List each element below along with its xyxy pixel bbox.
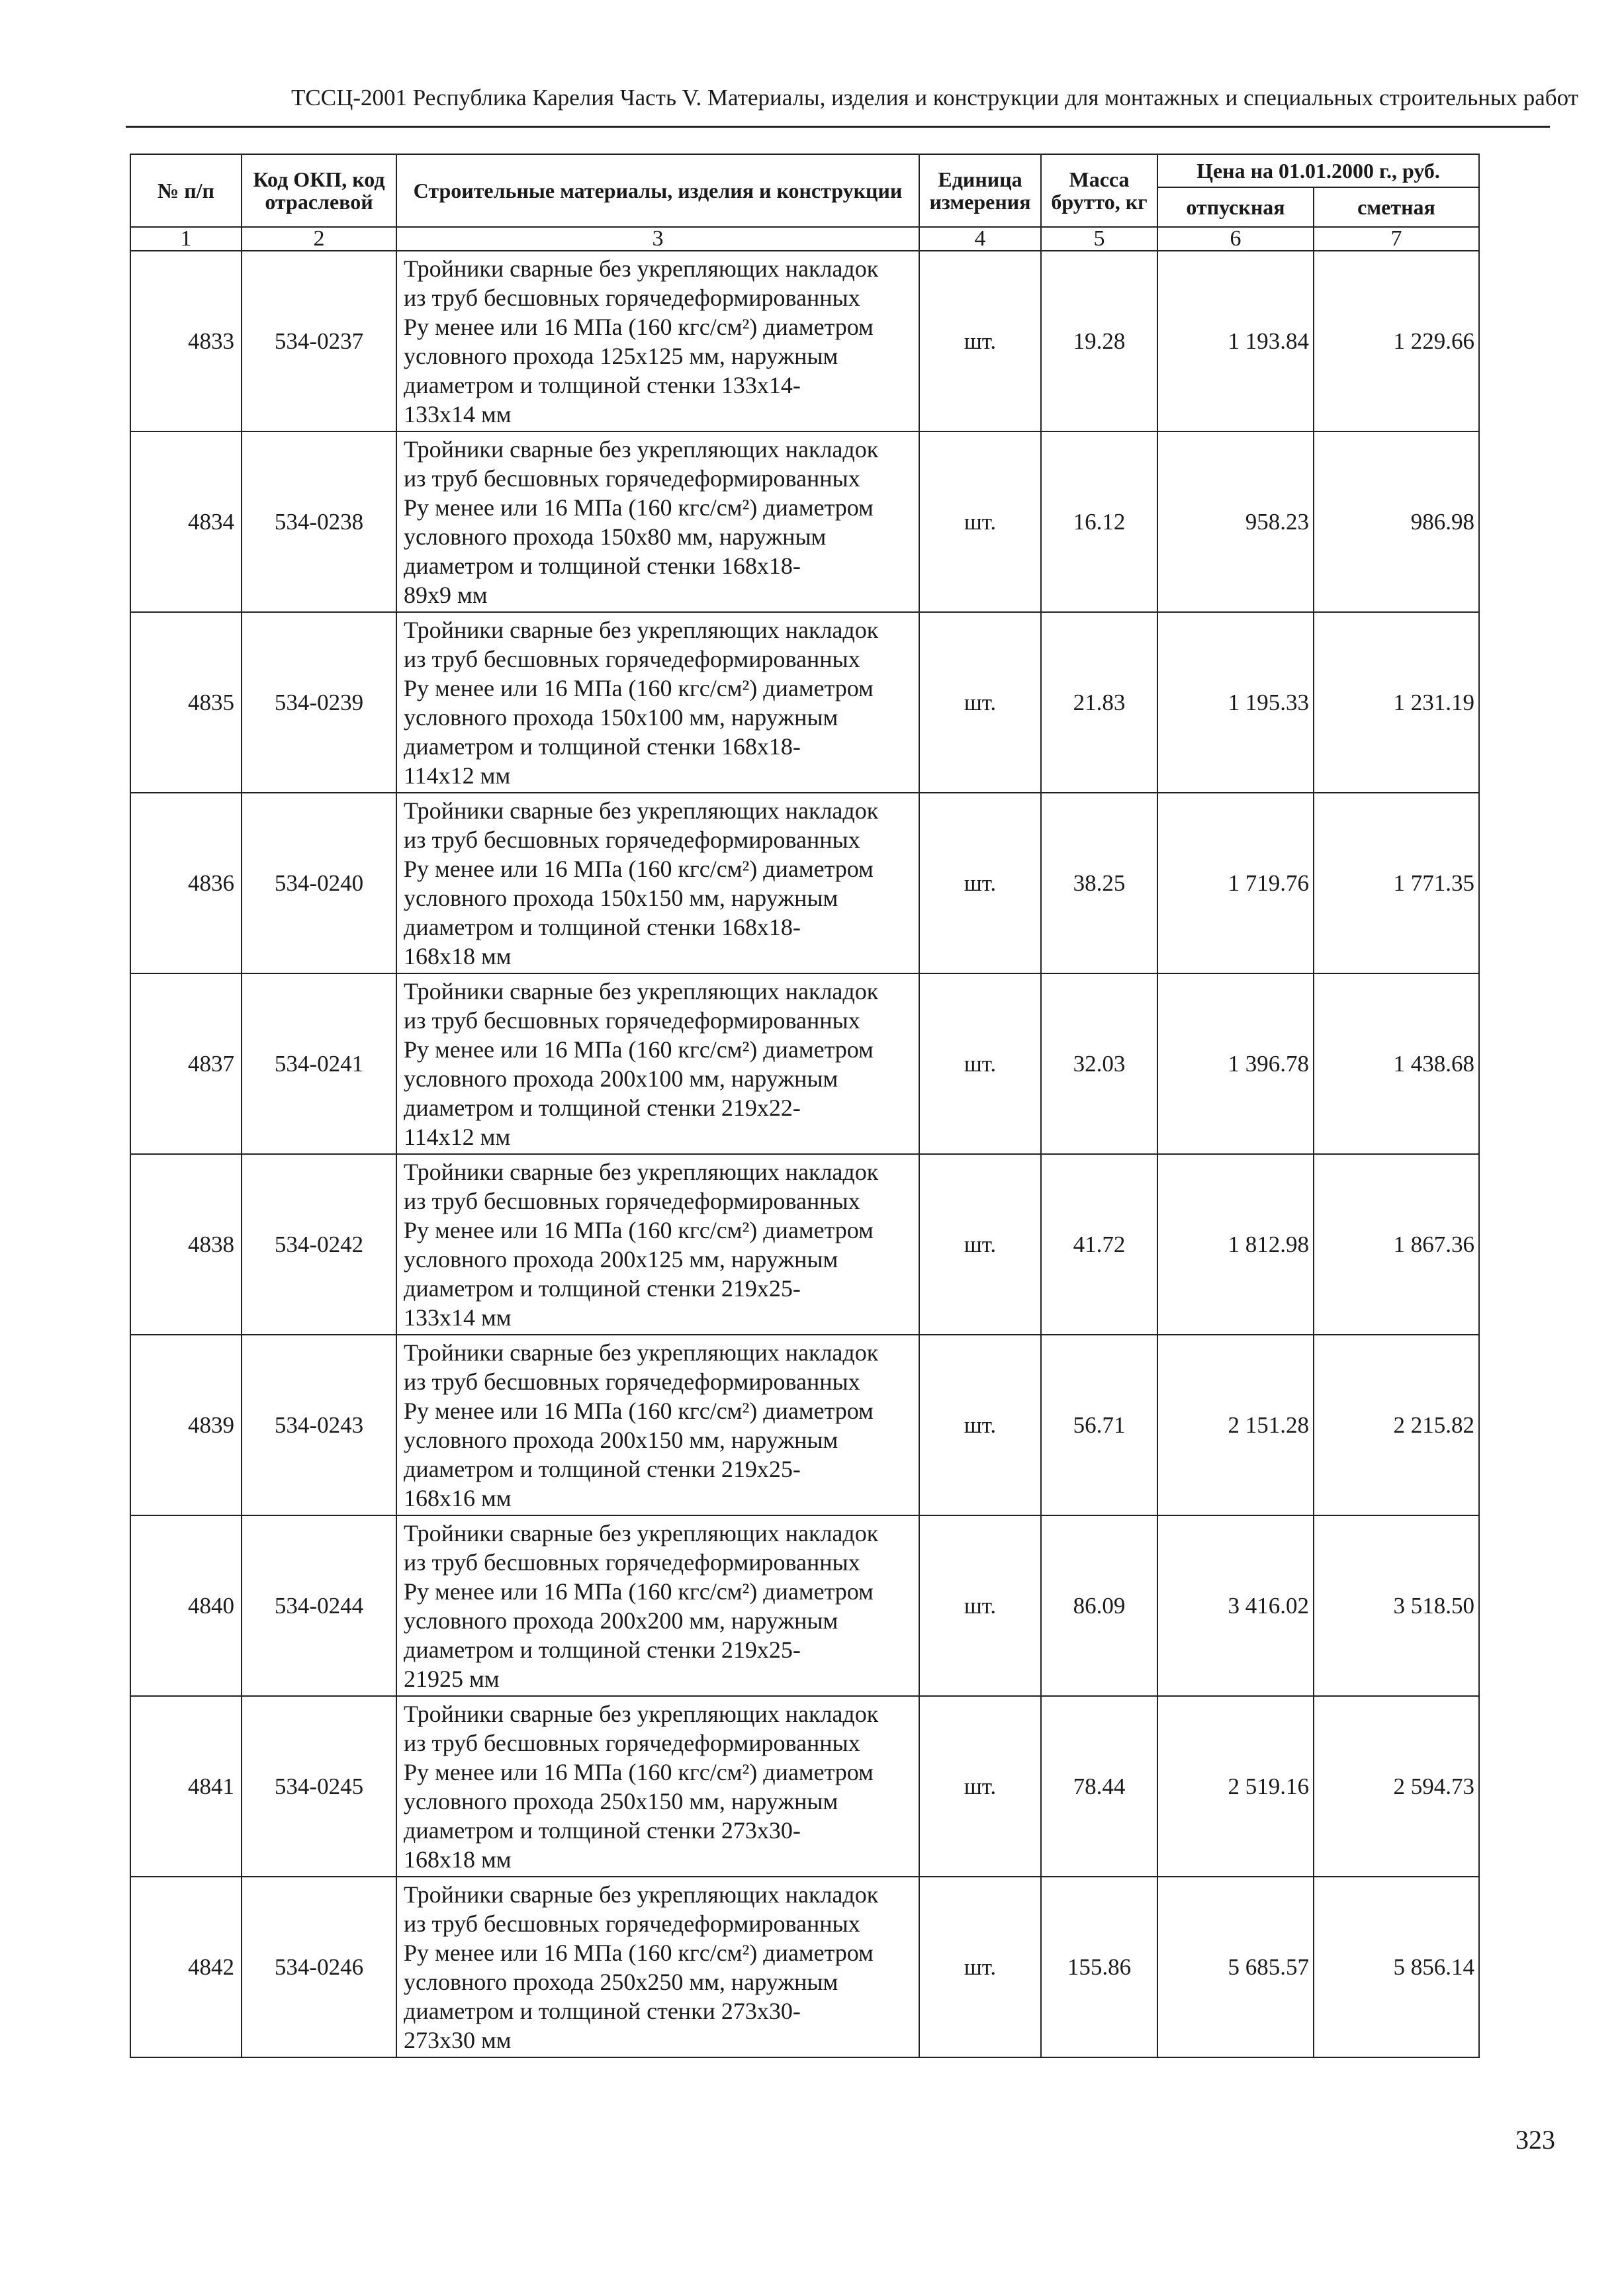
unit-of-measure: шт. (919, 431, 1041, 612)
description-line: 89х9 мм (404, 581, 488, 608)
material-description (396, 1877, 919, 2057)
release-price: 2 151.28 (1157, 1335, 1314, 1515)
description-line: диаметром и толщиной стенки 133х14- (404, 371, 801, 398)
column-number: 6 (1157, 227, 1314, 251)
unit-of-measure: шт. (919, 1154, 1041, 1335)
description-line: диаметром и толщиной стенки 168х18- (404, 913, 801, 940)
release-price: 1 719.76 (1157, 793, 1314, 973)
table-row (130, 1696, 1479, 1877)
column-number: 5 (1041, 227, 1157, 251)
description-line: диаметром и толщиной стенки 219х25- (404, 1455, 801, 1482)
description-line: 168х16 мм (404, 1484, 512, 1511)
description-line: Ру менее или 16 МПа (160 кгс/см²) диаметром (404, 313, 874, 340)
table-row (130, 612, 1479, 793)
item-number: 4834 (130, 431, 242, 612)
description-line: Ру менее или 16 МПа (160 кгс/см²) диаметром (404, 1758, 874, 1785)
item-number: 4837 (130, 973, 242, 1154)
description-line: условного прохода 150х150 мм, наружным (404, 884, 838, 911)
material-description (396, 431, 919, 612)
okp-code: 534-0242 (242, 1154, 396, 1335)
description-line: из труб бесшовных горячедеформированных (404, 1187, 860, 1214)
table-row (130, 1154, 1479, 1335)
description-line: Тройники сварные без укрепляющих накладок (404, 1881, 879, 1908)
table-header (130, 154, 1479, 251)
estimate-price: 1 438.68 (1314, 973, 1479, 1154)
estimate-price: 2 215.82 (1314, 1335, 1479, 1515)
estimate-price: 3 518.50 (1314, 1515, 1479, 1696)
material-description (396, 793, 919, 973)
description-line: диаметром и толщиной стенки 273х30- (404, 1816, 801, 1844)
gross-mass: 78.44 (1041, 1696, 1157, 1877)
description-line: Тройники сварные без укрепляющих накладок (404, 1339, 879, 1366)
description-line: из труб бесшовных горячедеформированных (404, 1007, 860, 1034)
release-price: 1 195.33 (1157, 612, 1314, 793)
price-table (130, 154, 1480, 2058)
description-line: Ру менее или 16 МПа (160 кгс/см²) диаметром (404, 1397, 874, 1424)
item-number: 4841 (130, 1696, 242, 1877)
description-line: Ру менее или 16 МПа (160 кгс/см²) диаметром (404, 1036, 874, 1063)
description-line: 273х30 мм (404, 2026, 512, 2053)
description-line: 114х12 мм (404, 1123, 511, 1150)
okp-code: 534-0239 (242, 612, 396, 793)
description-line: из труб бесшовных горячедеформированных (404, 284, 860, 311)
description-line: из труб бесшовных горячедеформированных (404, 1368, 860, 1395)
item-number: 4839 (130, 1335, 242, 1515)
okp-code: 534-0246 (242, 1877, 396, 2057)
gross-mass: 16.12 (1041, 431, 1157, 612)
description-line: диаметром и толщиной стенки 219х22- (404, 1094, 801, 1121)
description-line: из труб бесшовных горячедеформированных (404, 645, 860, 672)
col-header-mass: Масса брутто, кг (1041, 154, 1157, 227)
unit-of-measure: шт. (919, 793, 1041, 973)
column-number: 4 (919, 227, 1041, 251)
running-header: ТССЦ-2001 Республика Карелия Часть V. Материалы, изделия и конструкции для монтажных и специальных строительных работ (291, 85, 1578, 111)
description-line: 168х18 мм (404, 1846, 512, 1873)
material-description (396, 612, 919, 793)
description-line: из труб бесшовных горячедеформированных (404, 826, 860, 853)
item-number: 4835 (130, 612, 242, 793)
description-line: диаметром и толщиной стенки 219х25- (404, 1275, 801, 1302)
description-line: условного прохода 200х200 мм, наружным (404, 1607, 838, 1634)
description-line: условного прохода 200х150 мм, наружным (404, 1426, 838, 1453)
okp-code: 534-0245 (242, 1696, 396, 1877)
column-number: 2 (242, 227, 396, 251)
item-number: 4840 (130, 1515, 242, 1696)
col-header-name: Строительные материалы, изделия и конструкции (396, 154, 919, 227)
col-header-price-release: отпускная (1157, 187, 1314, 227)
item-number: 4836 (130, 793, 242, 973)
item-number: 4842 (130, 1877, 242, 2057)
description-line: Тройники сварные без укрепляющих накладок (404, 616, 879, 643)
description-line: из труб бесшовных горячедеформированных (404, 1729, 860, 1756)
estimate-price: 5 856.14 (1314, 1877, 1479, 2057)
description-line: 114х12 мм (404, 762, 511, 789)
description-line: диаметром и толщиной стенки 273х30- (404, 1997, 801, 2024)
material-description (396, 973, 919, 1154)
description-line: 21925 мм (404, 1665, 500, 1692)
description-line: Ру менее или 16 МПа (160 кгс/см²) диаметром (404, 494, 874, 521)
okp-code: 534-0240 (242, 793, 396, 973)
estimate-price: 1 231.19 (1314, 612, 1479, 793)
table-row (130, 1335, 1479, 1515)
description-line: Тройники сварные без укрепляющих накладок (404, 1700, 879, 1727)
gross-mass: 38.25 (1041, 793, 1157, 973)
description-line: условного прохода 200х100 мм, наружным (404, 1065, 838, 1092)
estimate-price: 1 229.66 (1314, 251, 1479, 431)
release-price: 1 812.98 (1157, 1154, 1314, 1335)
release-price: 2 519.16 (1157, 1696, 1314, 1877)
page-number: 323 (1515, 2125, 1555, 2155)
description-line: условного прохода 250х150 мм, наружным (404, 1787, 838, 1814)
description-line: 133х14 мм (404, 1304, 512, 1331)
unit-of-measure: шт. (919, 1877, 1041, 2057)
table-row (130, 251, 1479, 431)
description-line: условного прохода 250х250 мм, наружным (404, 1968, 838, 1995)
description-line: Тройники сварные без укрепляющих накладок (404, 797, 879, 824)
table-body (130, 251, 1479, 2057)
okp-code: 534-0237 (242, 251, 396, 431)
unit-of-measure: шт. (919, 251, 1041, 431)
table-row (130, 1877, 1479, 2057)
item-number: 4838 (130, 1154, 242, 1335)
description-line: Тройники сварные без укрепляющих накладок (404, 435, 879, 463)
description-line: из труб бесшовных горячедеформированных (404, 465, 860, 492)
col-header-price-estimate: сметная (1314, 187, 1479, 227)
description-line: 168х18 мм (404, 942, 512, 969)
material-description (396, 1335, 919, 1515)
description-line: условного прохода 150х80 мм, наружным (404, 523, 827, 550)
release-price: 5 685.57 (1157, 1877, 1314, 2057)
description-line: условного прохода 200х125 мм, наружным (404, 1245, 838, 1273)
gross-mass: 21.83 (1041, 612, 1157, 793)
description-line: Ру менее или 16 МПа (160 кгс/см²) диаметром (404, 674, 874, 701)
gross-mass: 41.72 (1041, 1154, 1157, 1335)
column-number: 3 (396, 227, 919, 251)
okp-code: 534-0243 (242, 1335, 396, 1515)
material-description (396, 1515, 919, 1696)
description-line: из труб бесшовных горячедеформированных (404, 1548, 860, 1576)
description-line: из труб бесшовных горячедеформированных (404, 1910, 860, 1937)
description-line: диаметром и толщиной стенки 219х25- (404, 1636, 801, 1663)
unit-of-measure: шт. (919, 973, 1041, 1154)
unit-of-measure: шт. (919, 1696, 1041, 1877)
col-header-price-group: Цена на 01.01.2000 г., руб. (1157, 154, 1479, 187)
description-line: Тройники сварные без укрепляющих накладок (404, 977, 879, 1005)
table-row (130, 1515, 1479, 1696)
description-line: Ру менее или 16 МПа (160 кгс/см²) диаметром (404, 855, 874, 882)
okp-code: 534-0241 (242, 973, 396, 1154)
unit-of-measure: шт. (919, 1335, 1041, 1515)
description-line: условного прохода 125х125 мм, наружным (404, 342, 838, 369)
item-number: 4833 (130, 251, 242, 431)
release-price: 1 193.84 (1157, 251, 1314, 431)
description-line: 133х14 мм (404, 400, 512, 427)
column-number: 1 (130, 227, 242, 251)
material-description (396, 1154, 919, 1335)
material-description (396, 251, 919, 431)
estimate-price: 1 771.35 (1314, 793, 1479, 973)
estimate-price: 986.98 (1314, 431, 1479, 612)
gross-mass: 86.09 (1041, 1515, 1157, 1696)
col-header-code: Код ОКП, код отраслевой (242, 154, 396, 227)
gross-mass: 32.03 (1041, 973, 1157, 1154)
col-header-num: № п/п (130, 154, 242, 227)
table-row (130, 431, 1479, 612)
column-number-row (130, 227, 1479, 251)
description-line: Ру менее или 16 МПа (160 кгс/см²) диаметром (404, 1216, 874, 1243)
table-row (130, 973, 1479, 1154)
estimate-price: 1 867.36 (1314, 1154, 1479, 1335)
material-description (396, 1696, 919, 1877)
release-price: 958.23 (1157, 431, 1314, 612)
okp-code: 534-0244 (242, 1515, 396, 1696)
release-price: 1 396.78 (1157, 973, 1314, 1154)
col-header-unit: Единица измерения (919, 154, 1041, 227)
gross-mass: 56.71 (1041, 1335, 1157, 1515)
estimate-price: 2 594.73 (1314, 1696, 1479, 1877)
gross-mass: 155.86 (1041, 1877, 1157, 2057)
description-line: Тройники сварные без укрепляющих накладок (404, 1158, 879, 1185)
column-number: 7 (1314, 227, 1479, 251)
description-line: диаметром и толщиной стенки 168х18- (404, 552, 801, 579)
header-rule (126, 126, 1550, 128)
release-price: 3 416.02 (1157, 1515, 1314, 1696)
okp-code: 534-0238 (242, 431, 396, 612)
unit-of-measure: шт. (919, 1515, 1041, 1696)
description-line: Ру менее или 16 МПа (160 кгс/см²) диаметром (404, 1939, 874, 1966)
description-line: Ру менее или 16 МПа (160 кгс/см²) диаметром (404, 1578, 874, 1605)
table-row (130, 793, 1479, 973)
gross-mass: 19.28 (1041, 251, 1157, 431)
unit-of-measure: шт. (919, 612, 1041, 793)
description-line: Тройники сварные без укрепляющих накладок (404, 255, 879, 282)
description-line: диаметром и толщиной стенки 168х18- (404, 733, 801, 760)
description-line: условного прохода 150х100 мм, наружным (404, 703, 838, 731)
description-line: Тройники сварные без укрепляющих накладок (404, 1519, 879, 1546)
